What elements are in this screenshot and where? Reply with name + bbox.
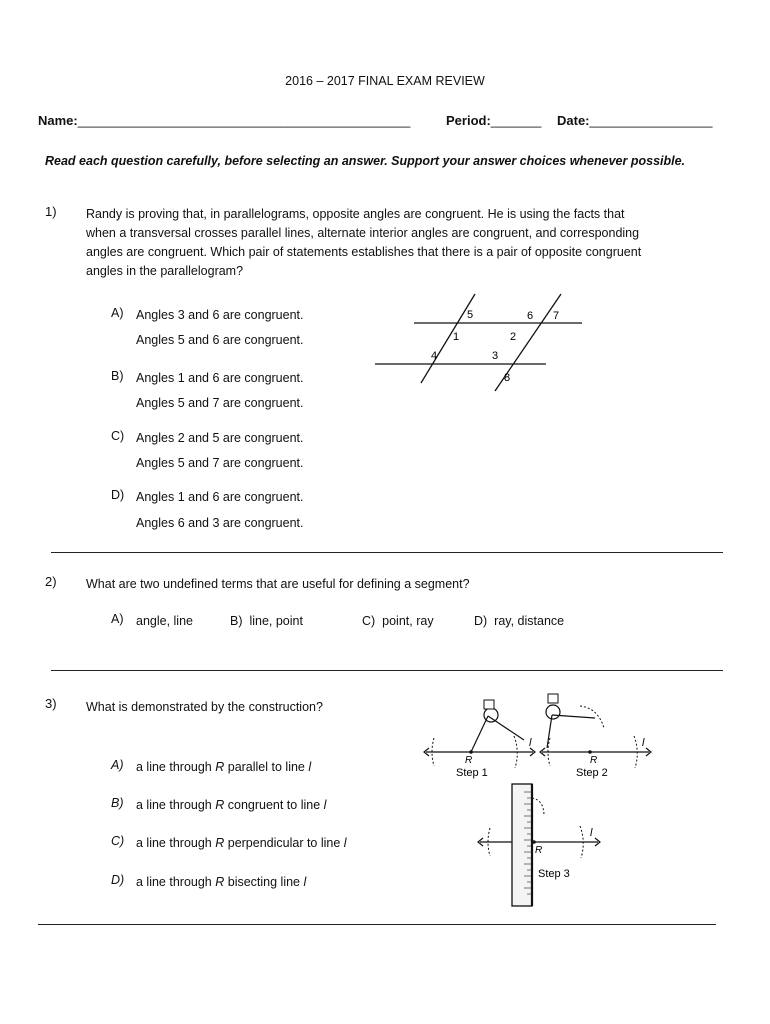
line-l-label: l [642, 737, 645, 749]
q3-option-b-var2: l [323, 798, 327, 812]
q2-option-d[interactable] [474, 614, 564, 628]
q2-option-c-letter: C) [362, 614, 376, 628]
parallelogram-figure [370, 292, 590, 392]
q1-option-a-line1: Angles 3 and 6 are congruent. [136, 308, 304, 322]
q1-option-a-line2: Angles 5 and 6 are congruent. [136, 333, 304, 347]
q3-option-d-letter[interactable]: D) [111, 873, 125, 887]
q3-option-a-var2: l [308, 760, 312, 774]
q2-option-a-letter[interactable]: A) [111, 612, 124, 626]
compass-head-icon [546, 705, 560, 719]
q3-option-c-mid: perpendicular to line [224, 836, 344, 850]
question-1-line: angles in the parallelogram? [86, 264, 244, 278]
point-r-label: R [590, 755, 598, 766]
q3-option-d-text [136, 875, 306, 889]
instructions: Read each question carefully, before selecting an answer. Support your answer choices whenever possible. [45, 154, 686, 168]
q3-option-b-text [136, 798, 326, 812]
q3-option-b-letter[interactable]: B) [111, 796, 124, 810]
q2-option-c-text: point, ray [382, 614, 434, 628]
compass-leg-icon [488, 716, 524, 740]
divider [38, 924, 716, 925]
step-1-diagram [424, 700, 535, 779]
q3-option-b-var1: R [215, 798, 225, 812]
point-r [532, 840, 536, 844]
period-field[interactable] [446, 113, 541, 128]
question-2-number: 2) [45, 574, 57, 589]
q2-option-d-text: ray, distance [494, 614, 565, 628]
question-2-text: What are two undefined terms that are useful for defining a segment? [86, 577, 470, 591]
angle-label-4: 4 [431, 350, 438, 362]
page-title: 2016 – 2017 FINAL EXAM REVIEW [285, 74, 485, 88]
step-1-label: Step 1 [456, 767, 488, 779]
q3-option-d-var1: R [215, 875, 225, 889]
question-3-number: 3) [45, 696, 57, 711]
q1-option-b-line2: Angles 5 and 7 are congruent. [136, 396, 304, 410]
q1-option-b-letter[interactable]: B) [111, 369, 124, 383]
q2-option-d-letter: D) [474, 614, 488, 628]
point-r-label: R [465, 755, 473, 766]
question-1-number: 1) [45, 204, 57, 219]
q3-option-d-var2: l [303, 875, 307, 889]
angle-label-7: 7 [553, 310, 560, 322]
angle-label-8: 8 [504, 372, 511, 384]
q3-option-a-text [136, 760, 311, 774]
name-field[interactable] [38, 113, 410, 128]
angle-label-1: 1 [453, 331, 460, 343]
compass-leg-icon [547, 715, 552, 748]
q1-option-d-line2: Angles 6 and 3 are congruent. [136, 516, 304, 530]
compass-handle-icon [548, 694, 558, 703]
q3-option-b-pre: a line through [136, 798, 216, 812]
question-1-line: angles are congruent. Which pair of statements establishes that there is a pair of opposite congruent [86, 245, 642, 259]
q2-option-a-text: angle, line [136, 614, 193, 628]
divider [51, 552, 723, 553]
compass-head-icon [484, 708, 498, 722]
q1-option-b-line1: Angles 1 and 6 are congruent. [136, 371, 304, 385]
q1-option-a-letter[interactable]: A) [111, 306, 124, 320]
left-transversal [421, 294, 475, 383]
line-l-label: l [590, 827, 593, 839]
q3-option-d-mid: bisecting line [224, 875, 304, 889]
q3-option-a-letter[interactable]: A) [111, 758, 124, 772]
step-3-label: Step 3 [538, 868, 570, 880]
date-field[interactable] [557, 113, 712, 128]
date-label: Date: [557, 113, 590, 128]
q1-option-c-line1: Angles 2 and 5 are congruent. [136, 431, 304, 445]
angle-label-3: 3 [492, 350, 499, 362]
step-2-label: Step 2 [576, 767, 608, 779]
q3-option-c-var2: l [343, 836, 347, 850]
compass-leg-icon [471, 716, 488, 752]
point-r-label: R [535, 845, 543, 856]
point-r [588, 750, 592, 754]
arc-mark [532, 798, 544, 816]
q1-option-d-line1: Angles 1 and 6 are congruent. [136, 490, 304, 504]
q3-option-c-text [136, 836, 347, 850]
q3-option-c-pre: a line through [136, 836, 216, 850]
q3-option-c-letter[interactable]: C) [111, 834, 125, 848]
step-3-diagram [478, 784, 600, 906]
step-2-diagram [540, 694, 651, 779]
q1-option-c-letter[interactable]: C) [111, 429, 125, 443]
angle-label-5: 5 [467, 309, 474, 321]
q2-option-b-letter: B) [230, 614, 243, 628]
angle-label-6: 6 [527, 310, 534, 322]
name-label: Name: [38, 113, 78, 128]
q2-option-c[interactable] [362, 614, 434, 628]
date-blank: _________________ [589, 113, 713, 128]
compass-handle-icon [484, 700, 494, 709]
period-label: Period: [446, 113, 491, 128]
q3-option-b-mid: congruent to line [224, 798, 324, 812]
q2-option-b[interactable] [230, 614, 303, 628]
question-3-text: What is demonstrated by the construction? [86, 700, 323, 714]
q3-option-a-mid: parallel to line [224, 760, 309, 774]
q2-option-b-text: line, point [249, 614, 303, 628]
q1-option-d-letter[interactable]: D) [111, 488, 125, 502]
angle-label-2: 2 [510, 331, 517, 343]
name-blank: ______________________________________________ [77, 113, 411, 128]
q1-option-c-line2: Angles 5 and 7 are congruent. [136, 456, 304, 470]
q3-option-a-var1: R [215, 760, 225, 774]
question-1-line: Randy is proving that, in parallelograms, opposite angles are congruent. He is using the facts that [86, 207, 625, 221]
construction-figure [420, 688, 660, 910]
divider [51, 670, 723, 671]
question-1-line: when a transversal crosses parallel lines, alternate interior angles are congruent, and corresponding [86, 226, 640, 240]
q3-option-c-var1: R [215, 836, 225, 850]
line-l-label: l [529, 737, 532, 749]
question-1-text [86, 205, 716, 281]
period-blank: _______ [490, 113, 542, 128]
q3-option-d-pre: a line through [136, 875, 216, 889]
q3-option-a-pre: a line through [136, 760, 216, 774]
